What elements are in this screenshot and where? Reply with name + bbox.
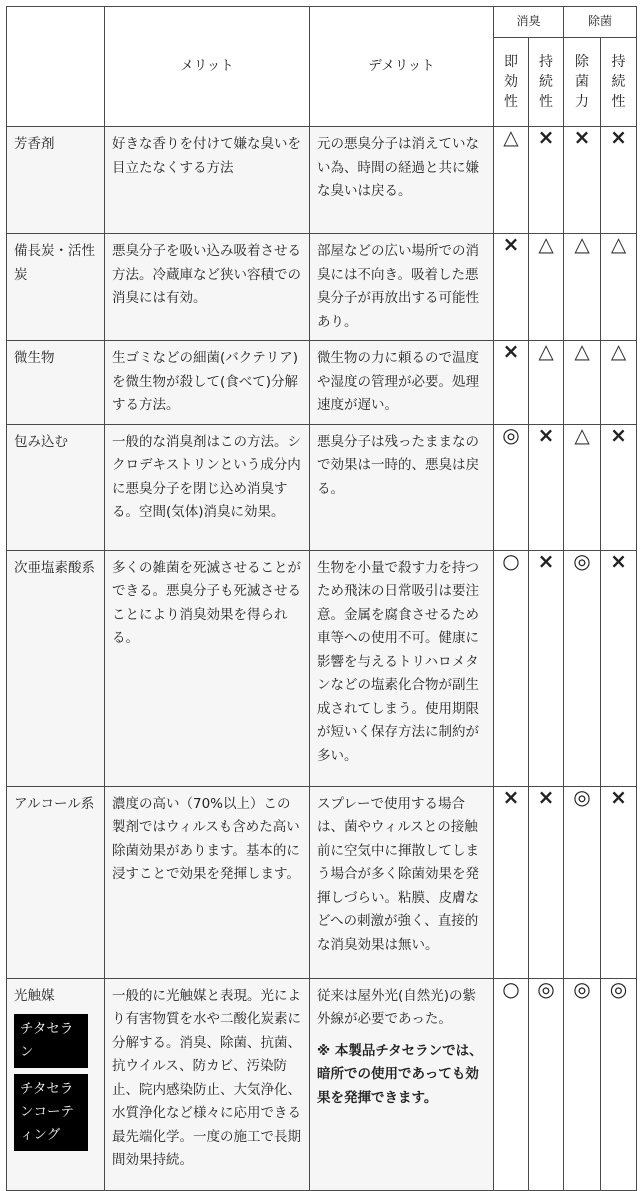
- rating-mark: △: [564, 234, 601, 341]
- table-row: [7, 550, 637, 786]
- table-row: [7, 978, 637, 1190]
- row-demerit-cell: [310, 978, 494, 1190]
- header-group-deodorize: 消臭: [494, 7, 564, 38]
- row-demerit: 悪臭分子は残ったままなので効果は一時的、悪臭は戻る。: [310, 424, 494, 550]
- rating-mark: ◎: [564, 786, 601, 978]
- rating-mark: ◎: [601, 978, 637, 1190]
- rating-mark: ×: [494, 234, 529, 341]
- rating-mark: ◎: [564, 550, 601, 786]
- table-row: [7, 234, 637, 341]
- header-char: 続: [611, 74, 626, 90]
- header-char: 即: [504, 54, 518, 70]
- rating-mark: △: [564, 424, 601, 550]
- row-demerit: 微生物の力に頼るので温度や湿度の管理が必要。処理速度が遅い。: [310, 341, 494, 425]
- row-demerit: 生物を小量で殺す力を持つため飛沫の日常吸引は要注意。金属を腐食させるため車等への使用不可。健康に影響を与えるトリハロメタンなどの塩素化合物が副生成されてしまう。使用期限が短いく保存方法に制約が多い。: [310, 550, 494, 786]
- header-sterilizing-power: [564, 38, 601, 127]
- row-name: アルコール系: [7, 786, 105, 978]
- rating-mark: ×: [529, 424, 564, 550]
- rating-mark: ×: [494, 786, 529, 978]
- rating-mark: ×: [529, 786, 564, 978]
- row-name: 芳香剤: [7, 127, 105, 234]
- row-demerit: 元の悪臭分子は消えていない為、時間の経過と共に嫌な臭いは戻る。: [310, 127, 494, 234]
- rating-mark: △: [601, 341, 637, 425]
- row-demerit: スプレーで使用する場合は、菌やウィルスとの接触前に空気中に揮散してしまう場合が多く除菌効果を発揮しづらい。粘膜、皮膚などへの刺激が強く、直接的な消臭効果は無い。: [310, 786, 494, 978]
- header-group-sterilize: 除菌: [564, 7, 637, 38]
- rating-mark: ○: [494, 978, 529, 1190]
- header-merit: メリット: [105, 7, 310, 127]
- header-char: 菌: [575, 74, 590, 90]
- rating-mark: ◎: [564, 978, 601, 1190]
- row-merit: 一般的に光触媒と表現。光により有害物質を水や二酸化炭素に分解する。消臭、除菌、抗菌、抗ウイルス、防カビ、汚染防止、院内感染防止、大気浄化、水質浄化など様々に応用できる最先端化学。一度の施工で長期間効果持続。: [105, 978, 310, 1190]
- product-badge-titaceran-coating: チタセランコーティング: [14, 1074, 88, 1151]
- header-row-groups: [7, 7, 637, 38]
- row-name: 包み込む: [7, 424, 105, 550]
- rating-mark: ×: [564, 127, 601, 234]
- rating-mark: △: [529, 234, 564, 341]
- product-note: ※ 本製品チタセランでは、暗所での使用であっても効果を発揮できます。: [317, 1042, 483, 1106]
- row-demerit: 部屋などの広い場所での消臭には不向き。吸着した悪臭分子が再放出する可能性あり。: [310, 234, 494, 341]
- rating-mark: ×: [529, 550, 564, 786]
- table-row: [7, 127, 637, 234]
- row-name: 次亜塩素酸系: [7, 550, 105, 786]
- header-char: 持: [611, 54, 626, 70]
- row-merit: 一般的な消臭剤はこの方法。シクロデキストリンという成分内に悪臭分子を閉じ込め消臭する。空間(気体)消臭に効果。: [105, 424, 310, 550]
- product-badge-titaceran: チタセラン: [14, 1014, 88, 1068]
- rating-mark: ×: [601, 424, 637, 550]
- header-name-cell: [7, 7, 105, 127]
- row-name: 備長炭・活性炭: [7, 234, 105, 341]
- header-demerit: デメリット: [310, 7, 494, 127]
- header-char: 続: [539, 74, 553, 90]
- table-row: [7, 424, 637, 550]
- table-row: [7, 786, 637, 978]
- header-char: 力: [575, 94, 590, 110]
- rating-mark: △: [564, 341, 601, 425]
- rating-mark: △: [601, 234, 637, 341]
- table-row: [7, 341, 637, 425]
- row-merit: 生ゴミなどの細菌(バクテリア)を微生物が殺して(食べて)分解する方法。: [105, 341, 310, 425]
- rating-mark: ×: [601, 786, 637, 978]
- header-char: 除: [575, 54, 590, 70]
- rating-mark: ×: [601, 127, 637, 234]
- header-char: 性: [611, 94, 626, 110]
- rating-mark: ◎: [494, 424, 529, 550]
- row-merit: 多くの雑菌を死滅させることができる。悪臭分子も死滅させることにより消臭効果を得られる。: [105, 550, 310, 786]
- rating-mark: ×: [494, 341, 529, 425]
- header-char: 効: [504, 74, 518, 90]
- rating-mark: ○: [494, 550, 529, 786]
- row-merit: 好きな香りを付けて嫌な臭いを目立たなくする方法: [105, 127, 310, 234]
- row-merit: 濃度の高い（70%以上）この製剤ではウィルスも含めた高い除菌効果があります。基本的に浸すことで効果を発揮します。: [105, 786, 310, 978]
- header-char: 性: [539, 94, 553, 110]
- rating-mark: ×: [529, 127, 564, 234]
- deodorizer-comparison-table: [6, 6, 637, 1191]
- row-merit: 悪臭分子を吸い込み吸着させる方法。冷蔵庫など狭い容積での消臭には有効。: [105, 234, 310, 341]
- row-name: 光触媒: [14, 987, 55, 1004]
- row-name: 微生物: [7, 341, 105, 425]
- row-demerit: 従来は屋外光(自然光)の紫外線が必要であった。: [317, 987, 477, 1027]
- rating-mark: ◎: [529, 978, 564, 1190]
- rating-mark: ×: [601, 550, 637, 786]
- header-persistence-sterilize: [601, 38, 637, 127]
- header-persistence-deodorize: [529, 38, 564, 127]
- row-name-cell: [7, 978, 105, 1190]
- header-char: 性: [504, 94, 518, 110]
- rating-mark: △: [529, 341, 564, 425]
- header-immediacy: [494, 38, 529, 127]
- header-char: 持: [539, 54, 553, 70]
- rating-mark: △: [494, 127, 529, 234]
